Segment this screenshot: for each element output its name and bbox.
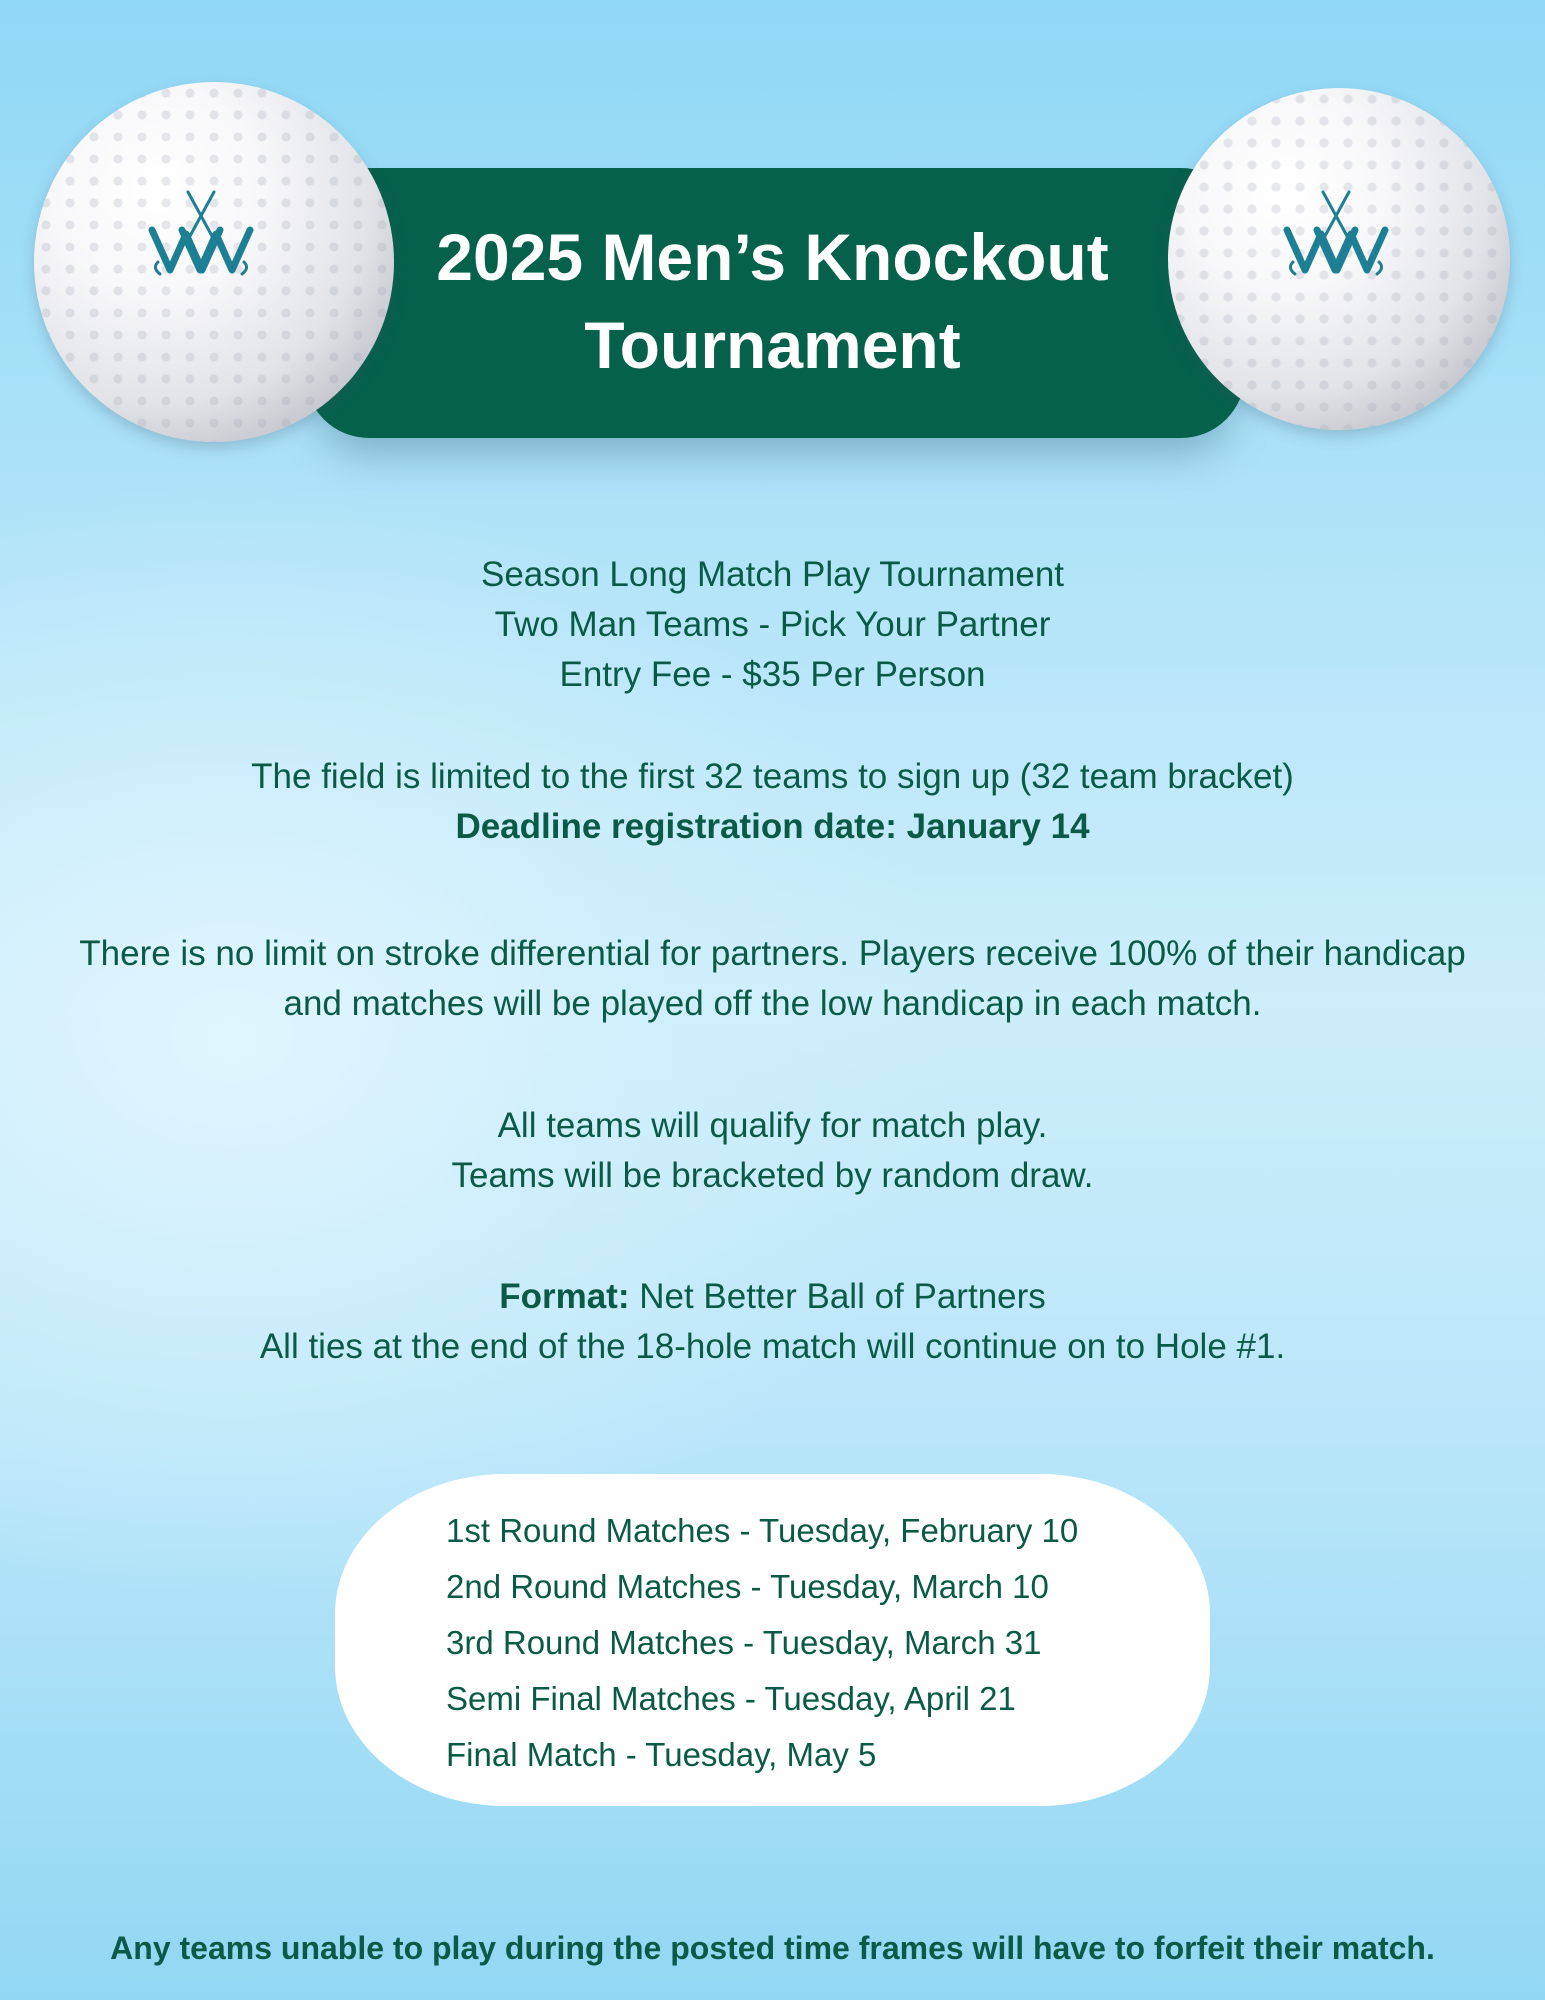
handicap-block	[0, 929, 1545, 1029]
format-label: Format:	[499, 1277, 630, 1316]
intro-line: Entry Fee - $35 Per Person	[559, 655, 986, 694]
qualify-line: Teams will be bracketed by random draw.	[451, 1156, 1094, 1195]
handicap-line: There is no limit on stroke differential for partners. Players receive 100% of their handicap	[79, 934, 1466, 973]
intro-block	[0, 550, 1545, 700]
title-line-1: 2025 Men’s Knockout	[436, 220, 1109, 294]
intro-line: Two Man Teams - Pick Your Partner	[494, 605, 1051, 644]
qualify-block	[0, 1101, 1545, 1201]
qualify-line: All teams will qualify for match play.	[497, 1106, 1048, 1145]
schedule-list	[446, 1503, 1078, 1783]
schedule-item: 2nd Round Matches - Tuesday, March 10	[446, 1568, 1049, 1605]
field-limit-text: The field is limited to the first 32 teams to sign up (32 team bracket)	[251, 757, 1294, 796]
field-block	[0, 752, 1545, 852]
page-title	[305, 213, 1240, 389]
schedule-item: 1st Round Matches - Tuesday, February 10	[446, 1512, 1079, 1549]
format-block	[0, 1272, 1545, 1372]
schedule-item: Semi Final Matches - Tuesday, April 21	[446, 1680, 1016, 1717]
deadline-text: Deadline registration date: January 14	[455, 807, 1090, 846]
club-monogram-logo-icon	[1283, 190, 1389, 280]
intro-line: Season Long Match Play Tournament	[480, 555, 1065, 594]
format-line	[0, 1272, 1545, 1322]
schedule-item: Final Match - Tuesday, May 5	[446, 1736, 877, 1773]
handicap-line: and matches will be played off the low handicap in each match.	[283, 984, 1262, 1023]
club-monogram-logo-icon	[148, 190, 254, 280]
forfeit-notice: Any teams unable to play during the posted time frames will have to forfeit their match.	[110, 1930, 1435, 1966]
title-line-2: Tournament	[584, 308, 961, 382]
format-value: Net Better Ball of Partners	[629, 1277, 1046, 1316]
schedule-item: 3rd Round Matches - Tuesday, March 31	[446, 1624, 1042, 1661]
ties-text: All ties at the end of the 18-hole match will continue on to Hole #1.	[259, 1327, 1286, 1366]
